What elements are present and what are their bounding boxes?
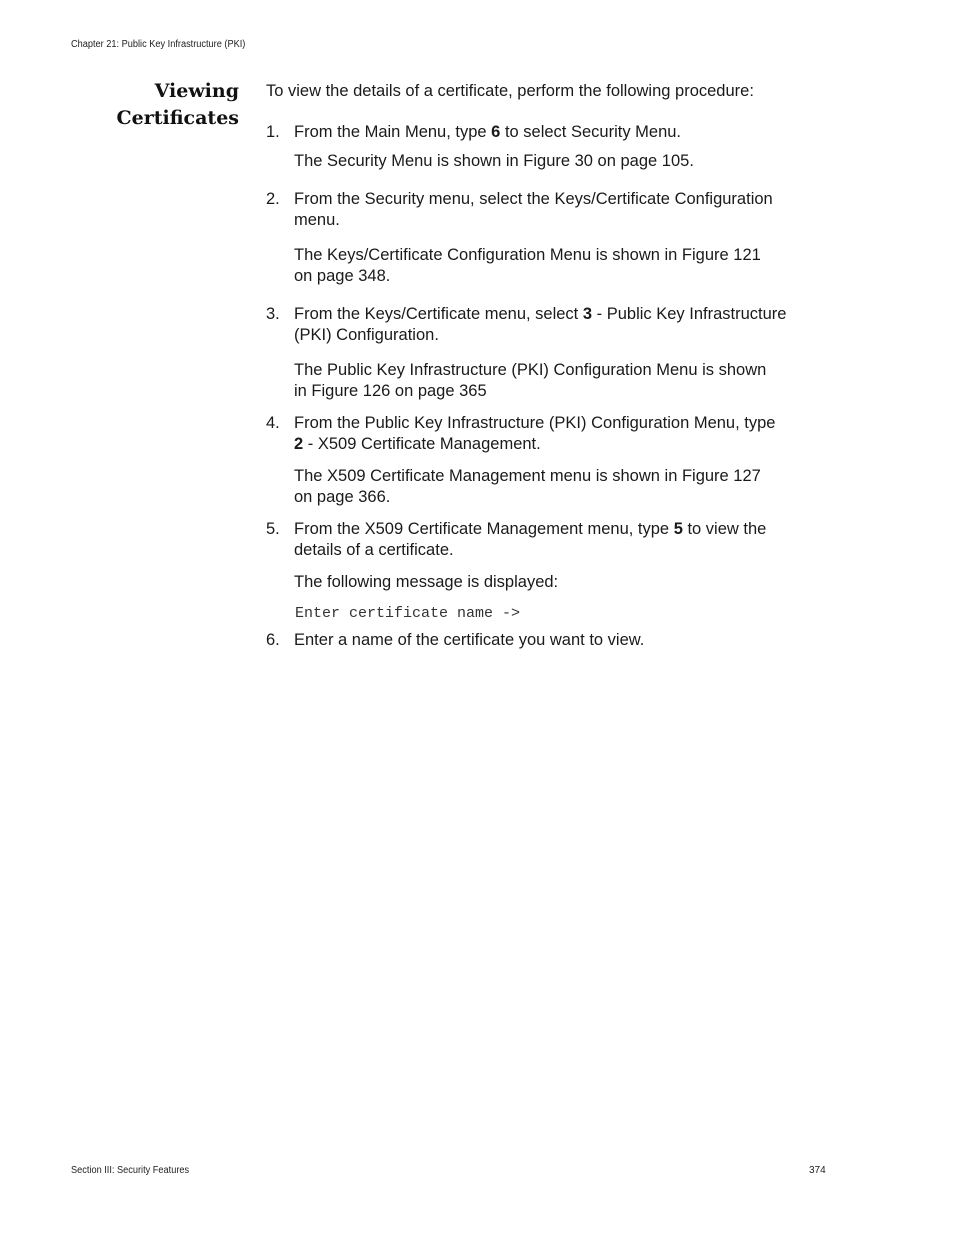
- step-text: [294, 189, 814, 231]
- step-text: [294, 413, 814, 455]
- step-number: 5.: [266, 520, 280, 538]
- step-text-post: to view the: [682, 520, 767, 538]
- step-text: [294, 122, 814, 143]
- step-number: 1.: [266, 123, 280, 141]
- note-line2: on page 348.: [294, 267, 391, 285]
- step-text: [294, 304, 834, 346]
- step-text-line2: (PKI) Configuration.: [294, 326, 439, 344]
- step-key: 2: [294, 435, 304, 453]
- step-text-line1: From the Security menu, select the Keys/Certificate Configuration: [294, 190, 773, 208]
- step-number: 4.: [266, 414, 280, 432]
- note-line2: on page 366.: [294, 488, 391, 506]
- step-text-line1: From the Public Key Infrastructure (PKI) Configuration Menu, type: [294, 414, 776, 432]
- step-text-pre: From the Main Menu, type: [294, 123, 492, 141]
- step-text: [294, 519, 814, 561]
- step-2-note: [294, 245, 814, 287]
- step-number: 2.: [266, 190, 280, 208]
- note-line2: in Figure 126 on page 365: [294, 382, 487, 400]
- step-key: 5: [673, 520, 683, 538]
- step-text-line2: details of a certificate.: [294, 541, 454, 559]
- step-1-note: The Security Menu is shown in Figure 30 on page 105.: [294, 152, 694, 170]
- step-5-note: The following message is displayed:: [294, 573, 559, 591]
- step-key: 3: [582, 305, 593, 323]
- step-number: 3.: [266, 305, 280, 323]
- running-footer-section: Section III: Security Features: [71, 1165, 190, 1176]
- step-text-pre: From the X509 Certificate Management menu, type: [294, 520, 674, 538]
- step-text: Enter a name of the certificate you want to view.: [294, 631, 645, 649]
- section-title-line2: Certificates: [116, 107, 239, 129]
- note-line1: The Keys/Certificate Configuration Menu is shown in Figure 121: [294, 246, 761, 264]
- step-number: 6.: [266, 631, 280, 649]
- code-prompt: Enter certificate name ->: [295, 605, 521, 622]
- step-key: 6: [491, 123, 501, 141]
- note-line1: The Public Key Infrastructure (PKI) Configuration Menu is shown: [294, 361, 767, 379]
- section-title: [117, 78, 239, 132]
- page-number: 374: [809, 1165, 826, 1176]
- step-text-pre: From the Keys/Certificate menu, select: [294, 305, 583, 323]
- step-text-post: - X509 Certificate Management.: [303, 435, 541, 453]
- step-4-note: [294, 466, 814, 508]
- note-line1: The X509 Certificate Management menu is shown in Figure 127: [294, 467, 761, 485]
- step-text-line2: menu.: [294, 211, 340, 229]
- intro-paragraph: To view the details of a certificate, perform the following procedure:: [266, 82, 754, 100]
- step-text-post: - Public Key Infrastructure: [592, 305, 787, 323]
- step-3-note: [294, 360, 814, 402]
- running-header: Chapter 21: Public Key Infrastructure (PKI): [71, 39, 246, 50]
- section-title-line1: Viewing: [154, 80, 239, 102]
- step-text-post: to select Security Menu.: [500, 123, 682, 141]
